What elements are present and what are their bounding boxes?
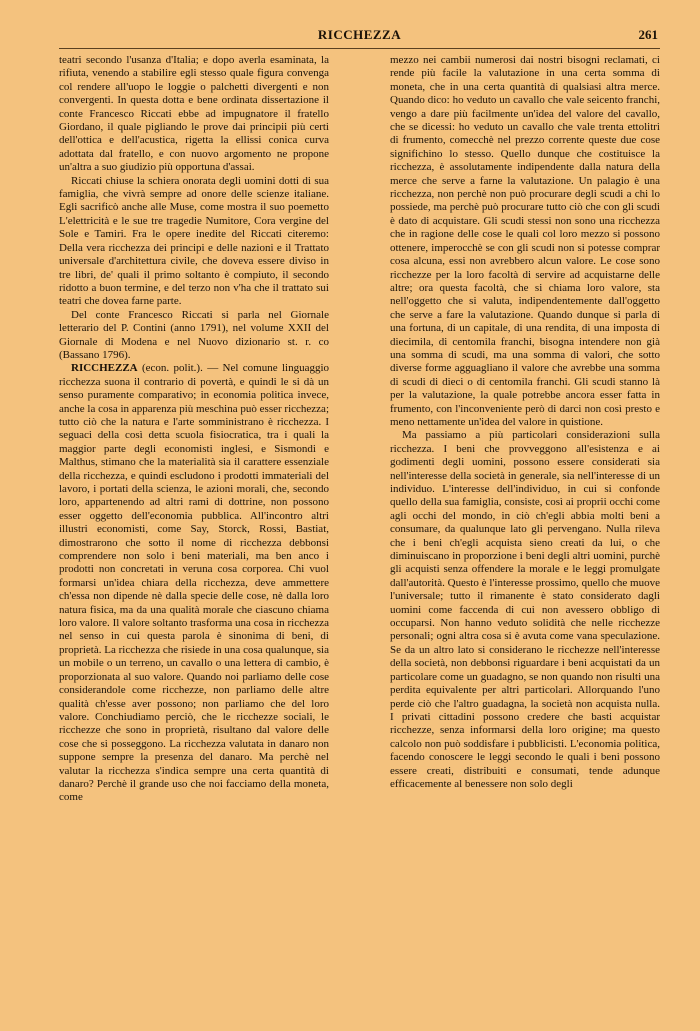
left-column	[59, 54, 329, 805]
paragraph: Del conte Francesco Riccati si parla nel Giornale letterario del P. Contini (anno 1791), nel volume XXII del Giornale di Modena e nel Nuovo dizionario st. r. co (Bassano 1796).	[59, 308, 329, 361]
paragraph: teatri secondo l'usanza d'Italia; e dopo averla esaminata, la rifiuta, venendo a stabilire egli stesso quale figura convenga col rendere all'uopo le loggie o palchetti divergenti e non convergenti. In questa dotta e bene ordinata dissertazione il conte Francesco Riccati ebbe ad impugnatore il fratello Giordano, il quale pigliando le prove dai principii più certi dell'ottica e dell'acustica, rigetta la ellissi conica curva adottata dal fratello, e con nuovo argomento ne propone un'altra a suo giudizio più opportuna d'assai.	[59, 54, 329, 174]
page-number: 261	[638, 27, 658, 42]
entry-term: RICCHEZZA	[71, 362, 138, 375]
page-header	[59, 22, 660, 49]
running-title: RICCHEZZA	[317, 27, 402, 42]
paragraph-entry	[59, 362, 329, 804]
text-columns	[59, 54, 660, 805]
right-column	[390, 54, 660, 805]
entry-text: (econ. polit.). — Nel comune linguaggio ricchezza suona il contrario di povertà, e quindi le si dà un senso puramente comparativo; in economia politica invece, anche la cosa in apparenza più meschina può esser ricchezza; tutto ciò che la natura e l'arte somministrano è ricchezza. I seguaci della così detta scuola fisiocratica, tra i quali la maggior parte degli economisti inglesi, e Sismondi e Malthus, stimano che la materialità sia il carattere essenziale della ricchezza, e quindi escludono i prodotti immateriali del lavoro, i portati della scienza, le azioni morali, che, secondo loro, appartenendo ad altri rami di dottrine, non possono esser oggetto dell'economia pubblica. All'incontro altri illustri economisti, come Say, Storck, Rossi, Bastiat, dimostrarono che sotto il nome di ricchezza debbonsi comprendere non solo i beni materiali, ma ben anco i prodotti non concretati in veruna cosa corporea. Chi vuol formarsi un'idea chiara della ricchezza, deve ammettere ch'essa non dipende nè dalla specie delle cose, nè dalla loro natura fisica, ma da una qualità morale che ciascuno chiama loro valore. Il valore soltanto trasforma una cosa in ricchezza nel senso in cui questa parola è sinonima di beni, di proprietà. La ricchezza che risiede in una cosa qualunque, sia un mobile o un terreno, un cavallo o una lettera di cambio, è proporzionata al suo valore. Quando noi parliamo delle cose considerandole come ricchezze, non parliamo delle altre qualità ch'esse aver possono; non parliamo che del loro valore. Conchiudiamo perciò, che le ricchezze sociali, le ricchezze che sono in proprietà, risultano dal valore delle cose che si posseggono. La ricchezza valutata in danaro non suppone sempre la presenza del danaro. Ma perchè nel valutar la ricchezza s'indica sempre una certa quantità di danaro? Perchè il grande uso che noi facciamo della moneta, come	[59, 362, 330, 804]
paragraph: mezzo nei cambii numerosi dai nostri bisogni reclamati, ci rende più facile la valutazione in una certa somma di moneta, che in una certa quantità di qualsiasi altra merce. Quando dico: ho veduto un cavallo che vale seicento franchi, vengo a dare più facilmente un'idea del valore del cavallo, che se dicessi: ho veduto un cavallo che vale trenta ettolitri di frumento, comecchè nel prezzo corrente queste due cose significhino lo stesso. Quello dunque che costituisce la ricchezza, è assolutamente indipendente dalla natura della merce che serve a farne la valutazione. Un palagio è una ricchezza, non perchè non può procurare degli scudi a chi lo possiede, ma perchè può procurare tutto ciò che con gli scudi è dato di acquistare. Gli scudi stessi non sono una ricchezza che in ragione delle cose le quali col loro mezzo si possono ottenere, imperocchè se con gli scudi non si potesse comprar cosa alcuna, essi non avrebbero alcun valore. Le cose sono ricchezze per la loro facoltà di servire ad acquistarne delle altre; ora questa facoltà, che si chiama loro valore, sta nell'oggetto che si valuta, indipendentemente dall'oggetto che serve a fare la valutazione. Quando dunque si parla di una fortuna, di un capitale, di una rendita, di una imposta di diecimila, di centomila franchi, bisogna intendere non già una somma di scudi, ma una somma di valori, che sotto diverse forme agguagliano il valore che avrebbe una somma di scudi di dieci o di centomila franchi. Gli scudi stanno là per la valutazione, la quale potrebbe ancora esser fatta in frumento, con l'inconveniente però di darci non così presto e meno nettamente un'idea del valore in quistione.	[390, 54, 660, 428]
paragraph: Riccati chiuse la schiera onorata degli uomini dotti di sua famiglia, che vivrà sempre ad onore delle scienze italiane. Egli sacrificò anche alle Muse, come mostra il suo poemetto L'elettricità e le sue tre tragedie Numitore, Cora vergine del Sole e Tamiri. Fra le opere inedite del Riccati citeremo: Della vera ricchezza dei principi e delle nazioni e il Trattato universale d'architettura civile, che doveva essere diviso in tre libri, de' quali il primo soltanto è compiuto, il secondo ridotto a buon termine, e del terzo non v'ha che il trattato sui teatri che dovea farne parte.	[59, 174, 329, 308]
paragraph: Ma passiamo a più particolari considerazioni sulla ricchezza. I beni che provveggono all'esistenza e ai godimenti degli uomini, possono essere considerati sia nell'interesse della società in generale, sia nell'interesse di un individuo. L'interesse dell'individuo, in cui si confonde quello della sua famiglia, consiste, così ai proprii occhi come agli occhi del mondo, in ciò ch'egli abbia molti beni a consumare, da qualunque lato gli pervengano. Nulla rileva che i beni ch'egli acquista sieno creati da lui, o che diminuiscano in proporzione i beni degli altri uomini, purchè gli acquisti senza offendere la morale e le leggi promulgate dall'autorità. Questo è l'interesse prossimo, quello che muove l'universale; tutto il rimanente è stato considerato dagli uomini come faccenda di cui non avessero obbligo di occuparsi. Non hanno veduto solidità che nelle ricchezze personali; ogni altra cosa si è avuta come vana speculazione. Se da un altro lato si considerano le ricchezze nell'interesse della società, non debbonsi riguardare i beni acquistati da un particolare come un guadagno, se non quando non risulti una perdita equivalente per altri particolari. Allorquando l'uno perde ciò che l'altro guadagna, la società non acquista nulla. I privati cittadini possono credere che basti acquistar ricchezze, senza informarsi della loro origine; ma questo calcolo non può soddisfare i pubblicisti. L'economia politica, facendo conoscere le leggi secondo le quali i beni possono essere creati, distribuiti e consumati, tende adunque efficacemente al benessere non solo degli	[390, 429, 660, 790]
